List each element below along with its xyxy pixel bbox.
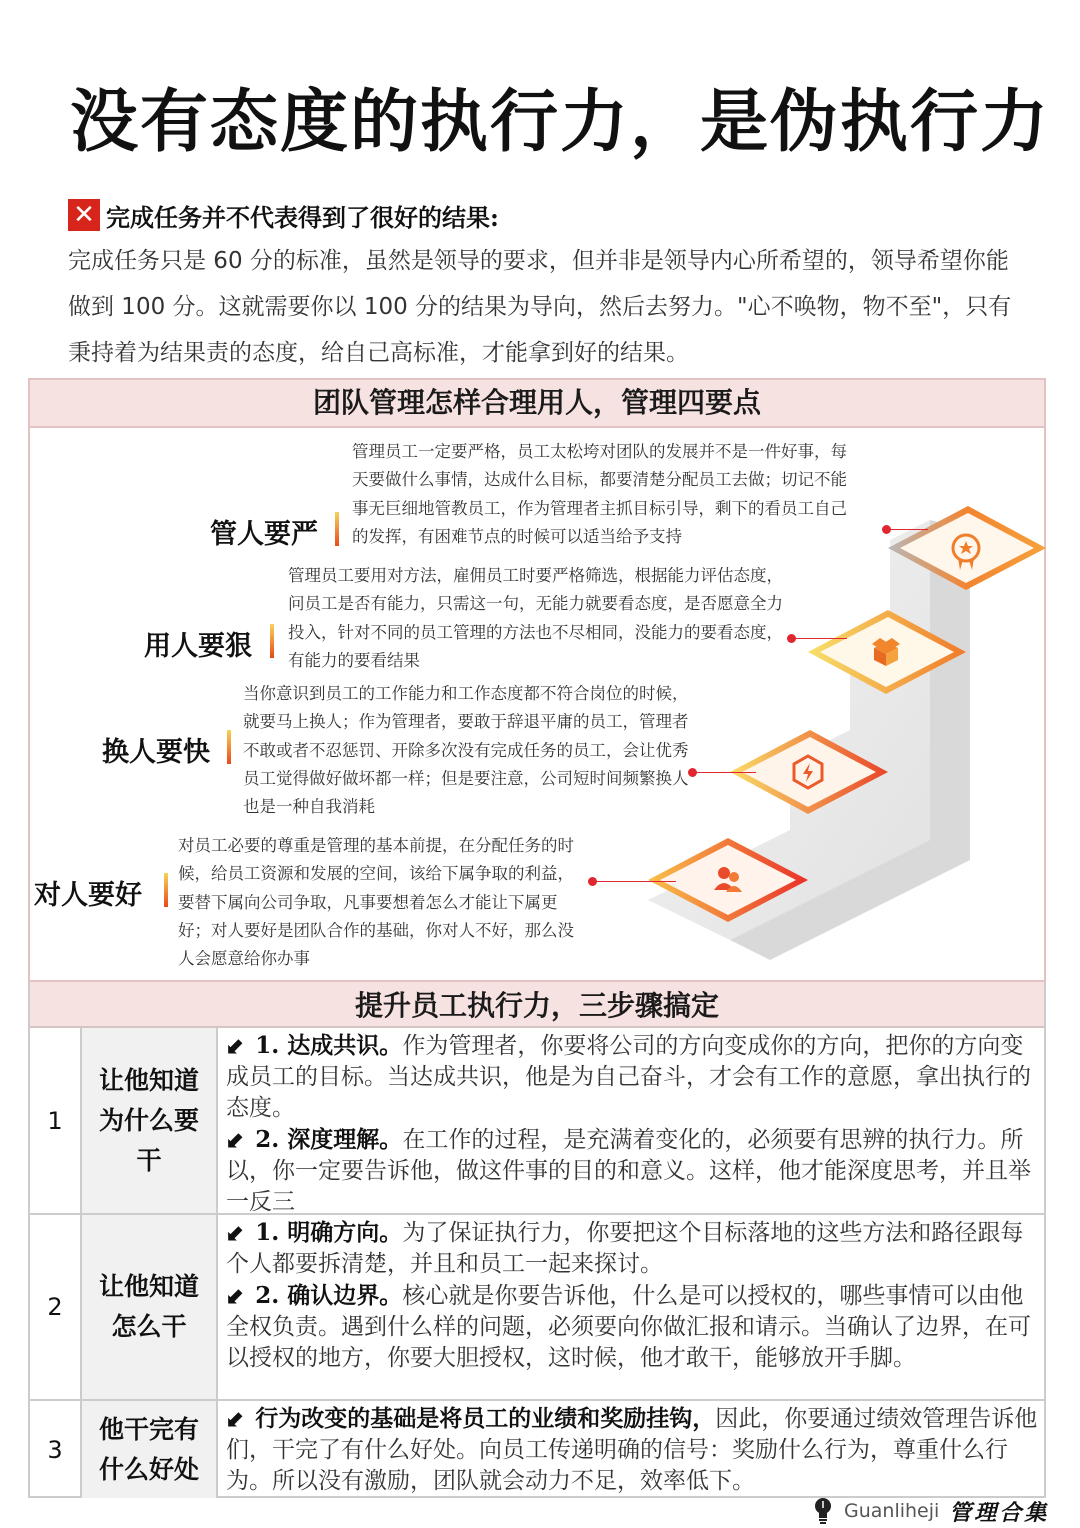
row-number: 3 [30,1401,82,1498]
section2-title: 提升员工执行力，三步骤搞定 [30,982,1044,1028]
arrow-icon: ⬋ [226,1220,246,1246]
point-label-3: 换人要快 [102,737,210,768]
management-points-panel [28,378,1046,982]
bulb-icon [812,1496,834,1526]
row-label: 他干完有什么好处 [82,1401,218,1498]
row-content: ⬋ 1. 明确方向。为了保证执行力，你要把这个目标落地的这些方法和路径跟每个人都要拆清楚，并且和员工一起来探讨。 ⬋ 2. 确认边界。核心就是你要告诉他，什么是可以授权的，哪些事情可以由他全权负责。遇到什么样的问题，必须要向你做汇报和请示。当确认了边界，在可以授权的地方，你要大胆授权，这时候，他才敢干，能够放开手脚。 [226,1219,1031,1371]
connector-line-4 [596,881,676,882]
step-heading: 2. 确认边界。 [255,1282,403,1309]
step-heading: 2. 深度理解。 [255,1126,403,1153]
table-row-1 [30,1028,1044,1215]
point-bar-4 [164,873,168,907]
point-label-1: 管人要严 [210,519,318,550]
point-label-2: 用人要狠 [144,631,252,662]
point-desc-2: 管理员工要用对方法，雇佣员工时要严格筛选，根据能力评估态度，问员工是否有能力，只需这一句，无能力就要看态度，是否愿意全力投入，针对不同的员工管理的方法也不尽相同，没能力的要看态度，有能力的要看结果 [288,566,783,670]
table-row-3 [30,1401,1044,1498]
section1-title: 团队管理怎样合理用人，管理四要点 [30,380,1044,428]
page-title: 没有态度的执行力，是伪执行力 [69,82,1050,162]
warning-heading: 完成任务并不代表得到了很好的结果: [106,202,499,232]
row-label: 让他知道为什么要干 [82,1028,218,1213]
warning-heading-row [68,198,499,232]
x-mark-icon: ✕ [68,199,100,231]
step-heading: 1. 明确方向。 [255,1219,403,1246]
footer-brand: Guanliheji [844,1500,940,1522]
arrow-icon: ⬋ [226,1283,246,1309]
connector-line-2 [795,638,847,639]
warning-body: 完成任务只是 60 分的标准，虽然是领导的要求，但并非是领导内心所希望的，领导希望你能做到 100 分。这就需要你以 100 分的结果为导向，然后去努力。"心不唤物，物不至"，只有秉持着为结果责的态度，给自己高标准，才能拿到好的结果。 [68,248,1012,366]
row-content: ⬋ 行为改变的基础是将员工的业绩和奖励挂钩，因此，你要通过绩效管理告诉他们，干完了有什么好处。向员工传递明确的信号：奖励什么行为，尊重什么行为。所以没有激励，团队就会动力不足，效率低下。 [226,1405,1038,1494]
point-bar-2 [270,624,274,658]
row-number: 1 [30,1028,82,1213]
point-bar-3 [227,730,231,764]
point-bar-1 [335,512,339,546]
arrow-icon: ⬋ [226,1033,246,1059]
connector-line-3 [696,772,756,773]
point-label-4: 对人要好 [34,880,142,911]
step-heading: 行为改变的基础是将员工的业绩和奖励挂钩， [255,1405,716,1432]
connector-line-1 [890,529,928,530]
table-row-2 [30,1215,1044,1401]
footer-brand-row [812,1494,1049,1528]
execution-steps-panel [28,982,1046,1498]
point-desc-1: 管理员工一定要严格，员工太松垮对团队的发展并不是一件好事，每天要做什么事情，达成什么目标，都要清楚分配员工去做；切记不能事无巨细地管教员工，作为管理者主抓目标引导，剩下的看员工自己的发挥，有困难节点的时候可以适当给予支持 [352,442,847,546]
arrow-icon: ⬋ [226,1406,246,1432]
row-label: 让他知道怎么干 [82,1215,218,1399]
row-number: 2 [30,1215,82,1399]
point-desc-4: 对员工必要的尊重是管理的基本前提，在分配任务的时候，给员工资源和发展的空间，该给下属争取的利益，要替下属向公司争取，凡事要想着怎么才能让下属更好；对人要好是团队合作的基础，你对人不好，那么没人会愿意给你办事 [178,836,574,969]
arrow-icon: ⬋ [226,1127,246,1153]
footer-name: 管理合集 [949,1499,1050,1526]
row-content: ⬋ 1. 达成共识。作为管理者，你要将公司的方向变成你的方向，把你的方向变成员工的目标。当达成共识，他是为自己奋斗，才会有工作的意愿，拿出执行的态度。 ⬋ 2. 深度理解。在工作的过程，是充满着变化的，必须要有思辨的执行力。所以，你一定要告诉他，做这件事的目的和意义。这样，他才能深度思考，并且举一反三 [226,1032,1031,1215]
point-desc-3: 当你意识到员工的工作能力和工作态度都不符合岗位的时候，就要马上换人；作为管理者，要敢于辞退平庸的员工，管理者不敢或者不忍惩罚、开除多次没有完成任务的员工，会让优秀员工觉得做好做坏都一样；但是要注意，公司短时间频繁换人也是一种自我消耗 [243,684,689,817]
step-heading: 1. 达成共识。 [255,1032,403,1059]
